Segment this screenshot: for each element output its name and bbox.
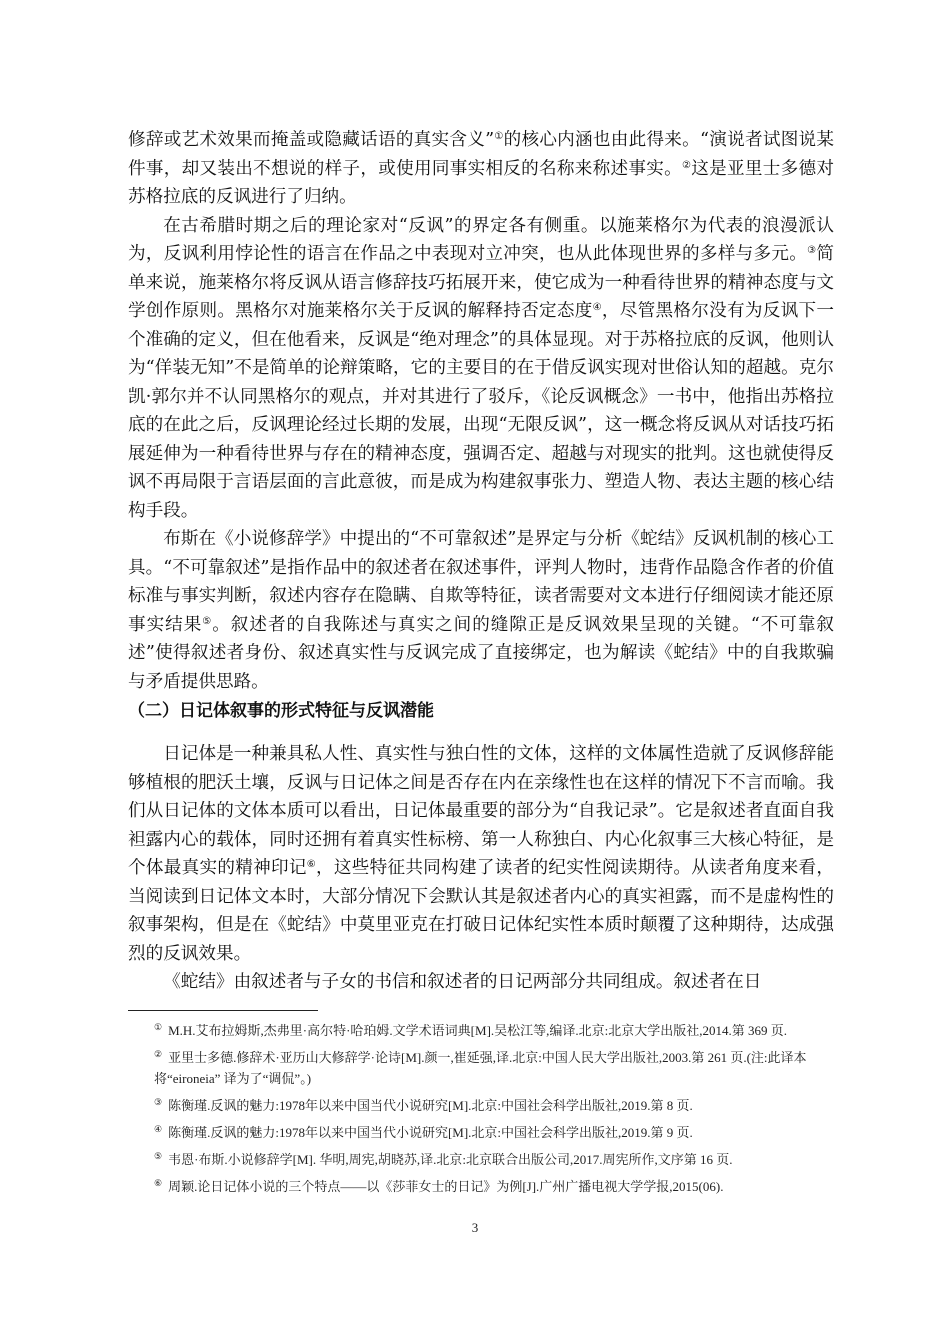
footnote-ref-6[interactable]: ⑥ xyxy=(306,859,316,870)
paragraph-3-text-a: 布斯在《小说修辞学》中提出的“不可靠叙述”是界定与分析《蛇结》反讽机制的核心工具。“不可靠叙述”是指作品中的叙述者在叙述事件，评判人物时，违背作品隐含作者的价值标准与事实判断，叙述内容存在隐瞒、自欺等特征，读者需要对文本进行仔细阅读才能还原事实结果 xyxy=(128,529,834,635)
footnote-mark: ⑥ xyxy=(154,1178,163,1189)
footnote-4 xyxy=(154,1122,814,1143)
footnote-5 xyxy=(154,1149,814,1170)
paragraph-2-text-a: 在古希腊时期之后的理论家对“反讽”的界定各有侧重。以施莱格尔为代表的浪漫派认为，反讽利用悖论性的语言在作品之中表现对立冲突，也从此体现世界的多样与多元。 xyxy=(128,215,834,264)
footnote-2 xyxy=(154,1047,814,1089)
footnote-ref-1[interactable]: ① xyxy=(494,131,504,142)
footnote-1 xyxy=(154,1020,814,1041)
footnote-text: 韦恩·布斯.小说修辞学[M]. 华明,周宪,胡晓苏,译.北京:北京联合出版公司,2017.周宪所作,文序第 16 页. xyxy=(168,1152,733,1167)
footnote-text: 陈衡瑾.反讽的魅力:1978年以来中国当代小说研究[M].北京:中国社会科学出版社,2019.第 9 页. xyxy=(168,1125,693,1140)
paragraph-4 xyxy=(128,740,834,968)
body-text xyxy=(128,126,834,997)
paragraph-1 xyxy=(128,126,834,212)
footnote-ref-4[interactable]: ④ xyxy=(592,302,602,313)
section-heading: （二）日记体叙事的形式特征与反讽潜能 xyxy=(128,701,434,721)
page-number: 3 xyxy=(471,1220,479,1235)
footnote-text: 陈衡瑾.反讽的魅力:1978年以来中国当代小说研究[M].北京:中国社会科学出版社,2019.第 8 页. xyxy=(168,1098,693,1113)
footnote-mark: ⑤ xyxy=(154,1151,163,1162)
footnote-text: 亚里士多德.修辞术·亚历山大修辞学·论诗[M].颜一,崔延强,译.北京:中国人民大学出版社,2003.第 261 页.(注:此译本将“eironeia” 译为了“调侃”。) xyxy=(154,1050,807,1086)
footnotes xyxy=(154,1020,814,1203)
paragraph-2 xyxy=(128,212,834,526)
paragraph-3-text-b: 。叙述者的自我陈述与真实之间的缝隙正是反讽效果呈现的关键。“不可靠叙述”使得叙述者身份、叙述真实性与反讽完成了直接绑定，也为解读《蛇结》中的自我欺骗与矛盾提供思路。 xyxy=(128,614,834,692)
footnote-ref-3[interactable]: ③ xyxy=(807,245,817,256)
footnote-text: M.H.艾布拉姆斯,杰弗里·高尔特·哈珀姆.文学术语词典[M].吴松江等,编译.北京:北京大学出版社,2014.第 369 页. xyxy=(168,1023,788,1038)
paragraph-1-text-c: 这是亚里士多德对苏格拉底的反讽进行了归纳。 xyxy=(128,158,834,207)
footnote-text: 周颖.论日记体小说的三个特点——以《莎菲女士的日记》为例[J].广州广播电视大学学报,2015(06). xyxy=(168,1179,724,1194)
footnote-mark: ③ xyxy=(154,1097,163,1108)
footnote-ref-2[interactable]: ② xyxy=(682,159,692,171)
paragraph-4-text-a: 日记体是一种兼具私人性、真实性与独白性的文体，这样的文体属性造就了反讽修辞能够植根的肥沃土壤，反讽与日记体之间是否存在内在亲缘性也在这样的情况下不言而喻。我们从日记体的文体本质可以看出，日记体最重要的部分为“自我记录”。它是叙述者直面自我袒露内心的载体，同时还拥有着真实性标榜、第一人称独白、内心化叙事三大核心特征，是个体最真实的精神印记 xyxy=(128,744,834,878)
paragraph-4-text-b: ，这些特征共同构建了读者的纪实性阅读期待。从读者角度来看，当阅读到日记体文本时，大部分情况下会默认其是叙述者内心的真实袒露，而不是虚构性的叙事架构，但是在《蛇结》中莫里亚克在打破日记体纪实性本质时颠覆了这种期待，达成强烈的反讽效果。 xyxy=(128,858,834,964)
paragraph-1-text-a: 修辞或艺术效果而掩盖或隐藏话语的真实含义” xyxy=(128,130,495,150)
paragraph-1-text-b: 的核心内涵也由此得来。“演说者试图说某件事，却又装出不想说的样子，或使用同事实相反的名称来称述事实。 xyxy=(128,130,835,179)
footnote-mark: ① xyxy=(154,1022,163,1033)
paragraph-2-text-b: 简单来说，施莱格尔将反讽从语言修辞技巧拓展开来，使它成为一种看待世界的精神态度与文学创作原则。黑格尔对施莱格尔关于反讽的解释持否定态度 xyxy=(128,244,834,321)
footnote-mark: ② xyxy=(154,1049,163,1060)
footnote-6 xyxy=(154,1176,814,1197)
paragraph-2-text-c: ，尽管黑格尔没有为反讽下一个准确的定义，但在他看来，反讽是“绝对理念”的具体显现。对于苏格拉底的反讽，他则认为“佯装无知”不是简单的论辩策略，它的主要目的在于借反讽实现对世俗认知的超越。克尔凯·郭尔并不认同黑格尔的观点，并对其进行了驳斥，《论反讽概念》一书中，他指出苏格拉底的在此之后，反讽理论经过长期的发展，出现“无限反讽”，这一概念将反讽从对话技巧拓展延伸为一种看待世界与存在的精神态度，强调否定、超越与对现实的批判。这也就使得反讽不再局限于言语层面的言此意彼，而是成为构建叙事张力、塑造人物、表达主题的核心结构手段。 xyxy=(128,301,834,521)
paragraph-3 xyxy=(128,525,834,696)
footnote-mark: ④ xyxy=(154,1124,163,1135)
paragraph-5: 《蛇结》由叙述者与子女的书信和叙述者的日记两部分共同组成。叙述者在日 xyxy=(163,972,762,992)
footnote-3 xyxy=(154,1095,814,1116)
footnote-ref-5[interactable]: ⑤ xyxy=(202,615,213,627)
footnote-separator xyxy=(128,1010,318,1011)
